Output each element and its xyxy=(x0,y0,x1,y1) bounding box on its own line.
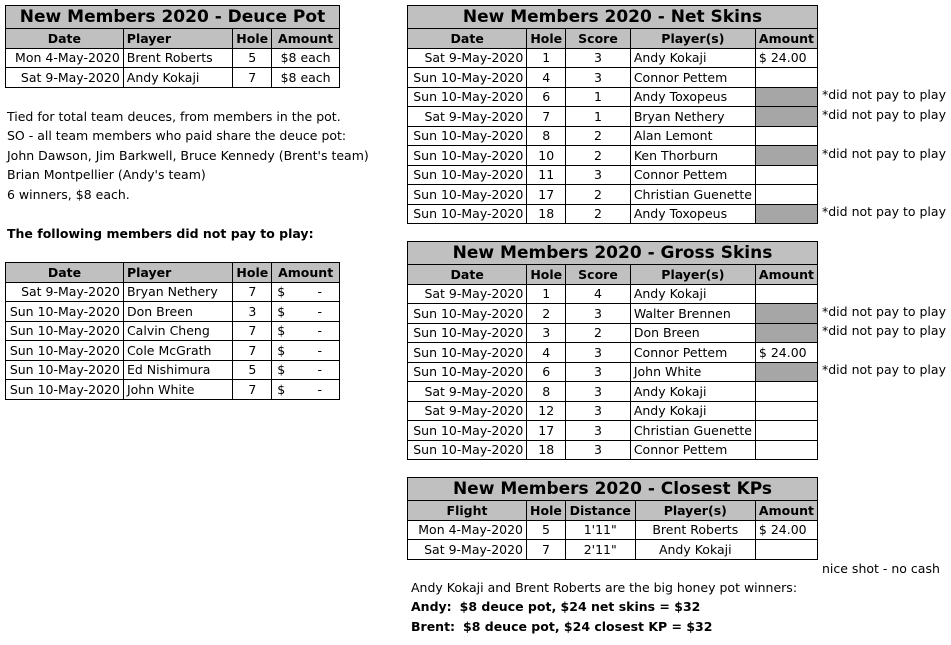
cell-score: 3 xyxy=(566,68,631,88)
cell-date: Sun 10-May-2020 xyxy=(408,146,527,166)
cell-hole: 7 xyxy=(233,321,272,341)
currency-symbol: $ xyxy=(277,362,286,378)
col-header-hole: Hole xyxy=(527,265,566,285)
cell-player: Andy Kokaji xyxy=(630,382,755,402)
table-row xyxy=(408,440,818,460)
cell-amount xyxy=(755,323,817,343)
summary-andy-label: Andy: xyxy=(411,599,452,615)
cell-player: Alan Lemont xyxy=(630,126,755,146)
summary xyxy=(411,578,797,636)
cell-player: Bryan Nethery xyxy=(123,282,232,302)
currency-symbol: $ xyxy=(277,381,286,397)
cell-player: Andy Toxopeus xyxy=(630,204,755,224)
cell-hole: 4 xyxy=(527,68,566,88)
cell-date: Mon 4-May-2020 xyxy=(6,48,124,68)
cell-hole: 17 xyxy=(527,185,566,205)
text-line: John Dawson, Jim Barkwell, Bruce Kennedy (Brent's team) xyxy=(7,147,369,163)
cell-date: Sat 9-May-2020 xyxy=(408,107,527,127)
row-note: nice shot - no cash xyxy=(822,560,940,576)
col-header-players: Player(s) xyxy=(630,265,755,285)
cell-amount: $8 each xyxy=(272,68,340,88)
summary-line: Andy Kokaji and Brent Roberts are the big honey pot winners: xyxy=(411,580,798,595)
cell-amount xyxy=(272,321,340,341)
cell-player: Connor Pettem xyxy=(630,68,755,88)
cell-score: 1 xyxy=(566,87,631,107)
table-row xyxy=(408,284,818,304)
cell-player: Don Breen xyxy=(123,302,232,322)
cell-amount xyxy=(755,126,817,146)
text-line: Tied for total team deuces, from members in the pot. xyxy=(7,109,341,124)
cell-hole: 8 xyxy=(527,126,566,146)
col-header-date: Date xyxy=(408,29,527,49)
col-header-score: Score xyxy=(566,265,631,285)
table-row xyxy=(6,360,340,380)
cell-date: Sun 10-May-2020 xyxy=(408,304,527,324)
cell-hole: 1 xyxy=(527,48,566,68)
cell-flight: Mon 4-May-2020 xyxy=(408,520,527,540)
cell-amount xyxy=(755,284,817,304)
cell-amount xyxy=(755,440,817,460)
table-row xyxy=(408,343,818,363)
gross-skins-title: New Members 2020 - Gross Skins xyxy=(408,242,818,265)
col-header-amount: Amount xyxy=(755,29,817,49)
table-row xyxy=(408,68,818,88)
col-header-hole: Hole xyxy=(527,29,566,49)
cell-player: Andy Kokaji xyxy=(635,540,755,560)
cell-date: Sun 10-May-2020 xyxy=(408,204,527,224)
cell-date: Sun 10-May-2020 xyxy=(408,126,527,146)
cell-score: 1 xyxy=(566,107,631,127)
cell-date: Sun 10-May-2020 xyxy=(408,87,527,107)
cell-hole: 1 xyxy=(527,284,566,304)
summary-andy-text: $8 deuce pot, $24 net skins = $32 xyxy=(459,599,701,615)
currency-symbol: $ xyxy=(277,284,286,300)
col-header-players: Player(s) xyxy=(630,29,755,49)
cell-player: Connor Pettem xyxy=(630,165,755,185)
cell-amount xyxy=(755,540,817,560)
cell-player: Brent Roberts xyxy=(123,48,232,68)
cell-date: Sun 10-May-2020 xyxy=(6,380,124,400)
cell-hole: 18 xyxy=(527,204,566,224)
cell-flight: Sat 9-May-2020 xyxy=(408,540,527,560)
cell-date: Sat 9-May-2020 xyxy=(408,382,527,402)
amount-dash: - xyxy=(317,381,322,397)
cell-player: Don Breen xyxy=(630,323,755,343)
cell-player: Walter Brennen xyxy=(630,304,755,324)
cell-distance: 1'11" xyxy=(565,520,635,540)
cell-score: 2 xyxy=(566,204,631,224)
currency-symbol: $ xyxy=(277,342,286,358)
cell-date: Sun 10-May-2020 xyxy=(408,440,527,460)
cell-amount xyxy=(755,382,817,402)
cell-player: Bryan Nethery xyxy=(630,107,755,127)
cell-hole: 3 xyxy=(233,302,272,322)
cell-player: Andy Kokaji xyxy=(630,48,755,68)
col-header-amount: Amount xyxy=(272,263,340,283)
cell-score: 3 xyxy=(566,343,631,363)
row-note: *did not pay to play xyxy=(822,303,946,319)
table-row xyxy=(408,304,818,324)
cell-score: 2 xyxy=(566,126,631,146)
amount-value xyxy=(275,304,336,319)
table-row xyxy=(408,48,818,68)
cell-player: Andy Kokaji xyxy=(630,284,755,304)
cell-hole: 2 xyxy=(527,304,566,324)
table-row xyxy=(6,302,340,322)
col-header-player: Player xyxy=(123,29,232,49)
amount-value xyxy=(275,284,336,299)
table-row xyxy=(408,87,818,107)
did-not-pay-table xyxy=(5,262,340,400)
cell-hole: 7 xyxy=(233,380,272,400)
amount-value xyxy=(275,343,336,358)
cell-date: Sun 10-May-2020 xyxy=(6,302,124,322)
cell-date: Sun 10-May-2020 xyxy=(408,165,527,185)
cell-amount xyxy=(755,146,817,166)
closest-kps-title: New Members 2020 - Closest KPs xyxy=(408,478,818,501)
deuce-pot-table xyxy=(5,5,340,88)
cell-hole: 4 xyxy=(527,343,566,363)
cell-date: Sun 10-May-2020 xyxy=(408,421,527,441)
col-header-hole: Hole xyxy=(233,29,272,49)
cell-score: 2 xyxy=(566,323,631,343)
col-header-date: Date xyxy=(408,265,527,285)
cell-amount xyxy=(272,360,340,380)
cell-date: Sun 10-May-2020 xyxy=(408,323,527,343)
cell-hole: 5 xyxy=(233,360,272,380)
gross-skins-table xyxy=(407,241,818,460)
table-row xyxy=(6,68,340,88)
amount-dash: - xyxy=(317,284,322,300)
table-row xyxy=(408,185,818,205)
cell-date: Sat 9-May-2020 xyxy=(6,68,124,88)
cell-player: Ed Nishimura xyxy=(123,360,232,380)
text-line: SO - all team members who paid share the deuce pot: xyxy=(7,128,347,144)
cell-date: Sun 10-May-2020 xyxy=(408,362,527,382)
cell-date: Sun 10-May-2020 xyxy=(408,185,527,205)
col-header-players: Player(s) xyxy=(635,501,755,521)
amount-dash: - xyxy=(317,303,322,319)
cell-player: John White xyxy=(123,380,232,400)
closest-kps-table xyxy=(407,477,818,560)
cell-amount xyxy=(272,282,340,302)
table-row xyxy=(408,421,818,441)
cell-hole: 7 xyxy=(527,107,566,127)
amount-dash: - xyxy=(317,323,322,339)
cell-player: Andy Kokaji xyxy=(630,401,755,421)
amount-value xyxy=(275,362,336,377)
cell-player: Andy Toxopeus xyxy=(630,87,755,107)
row-note: *did not pay to play xyxy=(822,106,946,122)
col-header-flight: Flight xyxy=(408,501,527,521)
table-row xyxy=(408,126,818,146)
deuce-pot-title: New Members 2020 - Deuce Pot xyxy=(6,6,340,29)
col-header-hole: Hole xyxy=(233,263,272,283)
cell-hole: 18 xyxy=(527,440,566,460)
cell-date: Sun 10-May-2020 xyxy=(6,321,124,341)
cell-amount xyxy=(755,204,817,224)
cell-hole: 7 xyxy=(527,540,566,560)
table-row xyxy=(6,341,340,361)
table-row xyxy=(408,382,818,402)
cell-amount xyxy=(755,304,817,324)
summary-brent-label: Brent: xyxy=(411,618,456,634)
cell-amount xyxy=(272,341,340,361)
cell-score: 3 xyxy=(566,440,631,460)
cell-hole: 11 xyxy=(527,165,566,185)
cell-player: Andy Kokaji xyxy=(123,68,232,88)
row-note: *did not pay to play xyxy=(822,323,946,338)
cell-date: Sun 10-May-2020 xyxy=(6,341,124,361)
cell-score: 2 xyxy=(566,146,631,166)
amount-value xyxy=(275,323,336,338)
amount-dash: - xyxy=(317,362,322,378)
cell-score: 3 xyxy=(566,382,631,402)
table-row xyxy=(408,401,818,421)
cell-amount: $8 each xyxy=(272,48,340,68)
cell-hole: 8 xyxy=(527,382,566,402)
cell-date: Sun 10-May-2020 xyxy=(6,360,124,380)
cell-amount xyxy=(755,68,817,88)
cell-player: Brent Roberts xyxy=(635,520,755,540)
cell-amount xyxy=(755,185,817,205)
did-not-pay-heading: The following members did not pay to play: xyxy=(7,226,314,241)
net-skins-table xyxy=(407,5,818,224)
col-header-date: Date xyxy=(6,263,124,283)
amount-value xyxy=(275,382,336,397)
table-row xyxy=(6,282,340,302)
net-skins-title: New Members 2020 - Net Skins xyxy=(408,6,818,29)
table-row xyxy=(408,146,818,166)
cell-amount xyxy=(755,87,817,107)
table-row xyxy=(408,204,818,224)
table-row xyxy=(408,323,818,343)
cell-score: 2 xyxy=(566,185,631,205)
cell-player: Calvin Cheng xyxy=(123,321,232,341)
cell-amount xyxy=(755,362,817,382)
cell-hole: 3 xyxy=(527,323,566,343)
cell-amount: $ 24.00 xyxy=(755,48,817,68)
cell-hole: 17 xyxy=(527,421,566,441)
cell-amount xyxy=(272,380,340,400)
cell-hole: 12 xyxy=(527,401,566,421)
row-note: *did not pay to play xyxy=(822,87,946,102)
table-row xyxy=(6,321,340,341)
cell-date: Sat 9-May-2020 xyxy=(408,284,527,304)
cell-player: Christian Guenette xyxy=(630,421,755,441)
summary-andy xyxy=(411,597,797,616)
cell-player: Connor Pettem xyxy=(630,440,755,460)
cell-amount xyxy=(272,302,340,322)
cell-hole: 6 xyxy=(527,87,566,107)
cell-amount xyxy=(755,107,817,127)
row-note: *did not pay to play xyxy=(822,362,946,377)
row-note: *did not pay to play xyxy=(822,145,946,161)
text-line: 6 winners, $8 each. xyxy=(7,186,130,202)
cell-hole: 7 xyxy=(233,341,272,361)
cell-player: Cole McGrath xyxy=(123,341,232,361)
summary-brent xyxy=(411,617,797,636)
cell-score: 3 xyxy=(566,362,631,382)
col-header-amount: Amount xyxy=(755,265,817,285)
cell-distance: 2'11" xyxy=(565,540,635,560)
cell-hole: 7 xyxy=(233,282,272,302)
col-header-score: Score xyxy=(566,29,631,49)
text-line: Brian Montpellier (Andy's team) xyxy=(7,167,206,183)
cell-player: John White xyxy=(630,362,755,382)
table-row xyxy=(408,362,818,382)
cell-player: Christian Guenette xyxy=(630,185,755,205)
col-header-hole: Hole xyxy=(527,501,566,521)
cell-hole: 5 xyxy=(527,520,566,540)
deuce-explanation xyxy=(7,107,369,204)
cell-amount xyxy=(755,421,817,441)
cell-amount: $ 24.00 xyxy=(755,520,817,540)
cell-score: 3 xyxy=(566,48,631,68)
summary-brent-text: $8 deuce pot, $24 closest KP = $32 xyxy=(463,618,713,634)
cell-player: Connor Pettem xyxy=(630,343,755,363)
cell-score: 3 xyxy=(566,401,631,421)
col-header-amount: Amount xyxy=(755,501,817,521)
row-note: *did not pay to play xyxy=(822,204,946,219)
table-row xyxy=(6,380,340,400)
table-row xyxy=(408,107,818,127)
cell-date: Sat 9-May-2020 xyxy=(408,48,527,68)
col-header-amount: Amount xyxy=(272,29,340,49)
currency-symbol: $ xyxy=(277,303,286,319)
cell-amount: $ 24.00 xyxy=(755,343,817,363)
col-header-date: Date xyxy=(6,29,124,49)
amount-dash: - xyxy=(317,342,322,358)
table-row xyxy=(408,520,818,540)
table-row xyxy=(6,48,340,68)
cell-hole: 6 xyxy=(527,362,566,382)
currency-symbol: $ xyxy=(277,323,286,339)
cell-player: Ken Thorburn xyxy=(630,146,755,166)
cell-date: Sat 9-May-2020 xyxy=(6,282,124,302)
table-row xyxy=(408,540,818,560)
cell-amount xyxy=(755,165,817,185)
cell-score: 3 xyxy=(566,421,631,441)
cell-hole: 10 xyxy=(527,146,566,166)
cell-score: 3 xyxy=(566,304,631,324)
cell-date: Sun 10-May-2020 xyxy=(408,68,527,88)
cell-date: Sat 9-May-2020 xyxy=(408,401,527,421)
cell-hole: 5 xyxy=(233,48,272,68)
cell-date: Sun 10-May-2020 xyxy=(408,343,527,363)
col-header-player: Player xyxy=(123,263,232,283)
cell-amount xyxy=(755,401,817,421)
cell-score: 3 xyxy=(566,165,631,185)
table-row xyxy=(408,165,818,185)
cell-score: 4 xyxy=(566,284,631,304)
col-header-distance: Distance xyxy=(565,501,635,521)
cell-hole: 7 xyxy=(233,68,272,88)
